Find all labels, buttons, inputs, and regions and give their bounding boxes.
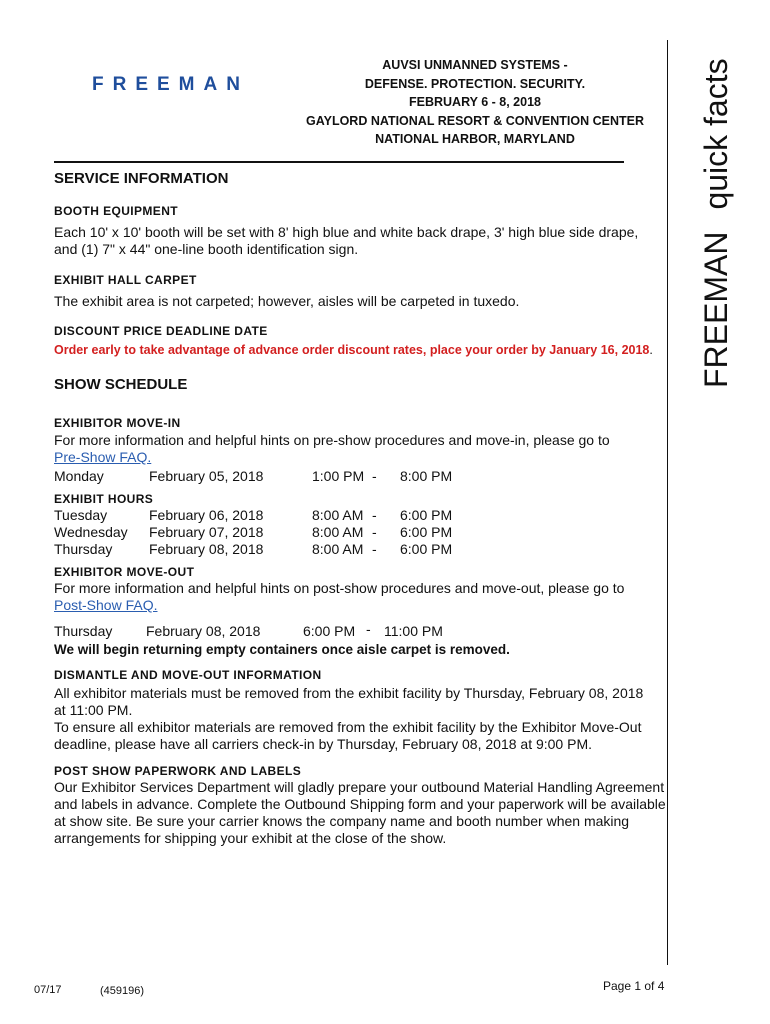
move-in-start: 1:00 PM xyxy=(312,468,365,484)
dismantle-heading: DISMANTLE AND MOVE-OUT INFORMATION xyxy=(54,668,322,682)
hours-day: Thursday xyxy=(54,541,113,557)
hours-end: 6:00 PM xyxy=(400,524,453,540)
move-in-info-text: For more information and helpful hints on pre-show procedures and move-in, please go to xyxy=(54,432,610,448)
page-number: Page 1 of 4 xyxy=(603,979,665,993)
footer-job-number: (459196) xyxy=(100,985,145,997)
side-divider xyxy=(667,40,668,965)
booth-equipment-heading: BOOTH EQUIPMENT xyxy=(54,204,179,218)
move-out-date: February 08, 2018 xyxy=(146,623,261,639)
move-in-dash: - xyxy=(372,468,377,484)
dismantle-text: All exhibitor materials must be removed from the exhibit facility by Thursday, February 08, 2018 at 11:00 PM. To ensure all exhibitor materials are removed from the exhibit facility by the Exhibitor Move-Out deadline, please have all carriers check-in by Thursday, February 08, 2018 at 9:00 PM. xyxy=(54,685,644,752)
side-brand: FREEMAN xyxy=(698,231,734,388)
move-in-end: 8:00 PM xyxy=(400,468,453,484)
hours-date: February 07, 2018 xyxy=(149,524,264,540)
exhibit-hall-carpet-text: The exhibit area is not carpeted; however, aisles will be carpeted in tuxedo. xyxy=(54,293,520,309)
move-out-info-text: For more information and helpful hints on post-show procedures and move-out, please go to xyxy=(54,580,625,596)
exhibitor-move-in-heading: EXHIBITOR MOVE-IN xyxy=(54,416,181,430)
freeman-logo: FREEMAN xyxy=(92,74,249,95)
move-out-day: Thursday xyxy=(54,623,113,639)
booth-equipment-text: Each 10' x 10' booth will be set with 8' high blue and white back drape, 3' high blue side drape, and (1) 7" x 44" one-line booth identification sign. xyxy=(54,224,639,257)
exhibit-hours-heading: EXHIBIT HOURS xyxy=(54,492,154,506)
hours-date: February 08, 2018 xyxy=(149,541,264,557)
event-dates: FEBRUARY 6 - 8, 2018 xyxy=(409,95,541,109)
hours-start: 8:00 AM xyxy=(312,541,364,557)
event-subtitle: DEFENSE. PROTECTION. SECURITY. xyxy=(364,76,586,91)
hours-dash: - xyxy=(372,541,377,557)
side-label: quick facts xyxy=(698,58,734,210)
discount-deadline-text: Order early to take advantage of advance order discount rates, place your order by January 16, 2018. xyxy=(54,343,653,357)
hours-start: 8:00 AM xyxy=(312,524,364,540)
event-name: AUVSI UNMANNED SYSTEMS - xyxy=(382,58,568,72)
header-divider xyxy=(54,161,624,163)
service-information-title: SERVICE INFORMATION xyxy=(54,170,229,187)
empty-containers-note: We will begin returning empty containers once aisle carpet is removed. xyxy=(54,642,510,657)
hours-day: Wednesday xyxy=(54,524,128,540)
exhibitor-move-out-heading: EXHIBITOR MOVE-OUT xyxy=(54,565,195,579)
hours-date: February 06, 2018 xyxy=(149,507,264,523)
footer-date-code: 07/17 xyxy=(34,984,62,996)
event-location: NATIONAL HARBOR, MARYLAND xyxy=(375,132,575,146)
paperwork-heading: POST SHOW PAPERWORK AND LABELS xyxy=(54,764,302,778)
event-venue: GAYLORD NATIONAL RESORT & CONVENTION CENTER xyxy=(306,113,644,128)
exhibit-hall-carpet-heading: EXHIBIT HALL CARPET xyxy=(54,273,197,287)
move-in-date: February 05, 2018 xyxy=(149,468,264,484)
quick-facts-side-title xyxy=(698,58,735,388)
discount-deadline-heading: DISCOUNT PRICE DEADLINE DATE xyxy=(54,324,268,338)
hours-dash: - xyxy=(372,524,377,540)
paperwork-text: Our Exhibitor Services Department will gladly prepare your outbound Material Handling Agreement and labels in advance. Complete the Outbound Shipping form and your paperwork will be available at show site. Be sure your carrier knows the company name and booth number when making arrangements for shipping your exhibit at the close of the show. xyxy=(54,779,666,846)
hours-end: 6:00 PM xyxy=(400,507,453,523)
hours-day: Tuesday xyxy=(54,507,108,523)
post-show-faq-link[interactable]: Post-Show FAQ. xyxy=(54,597,158,613)
hours-dash: - xyxy=(372,507,377,523)
move-out-end: 11:00 PM xyxy=(384,623,443,639)
move-in-day: Monday xyxy=(54,468,104,484)
hours-start: 8:00 AM xyxy=(312,507,364,523)
event-header xyxy=(280,56,670,149)
pre-show-faq-link[interactable]: Pre-Show FAQ. xyxy=(54,449,152,465)
hours-end: 6:00 PM xyxy=(400,541,453,557)
move-out-start: 6:00 PM xyxy=(303,623,356,639)
show-schedule-title: SHOW SCHEDULE xyxy=(54,376,188,393)
move-out-dash: - xyxy=(366,621,371,637)
